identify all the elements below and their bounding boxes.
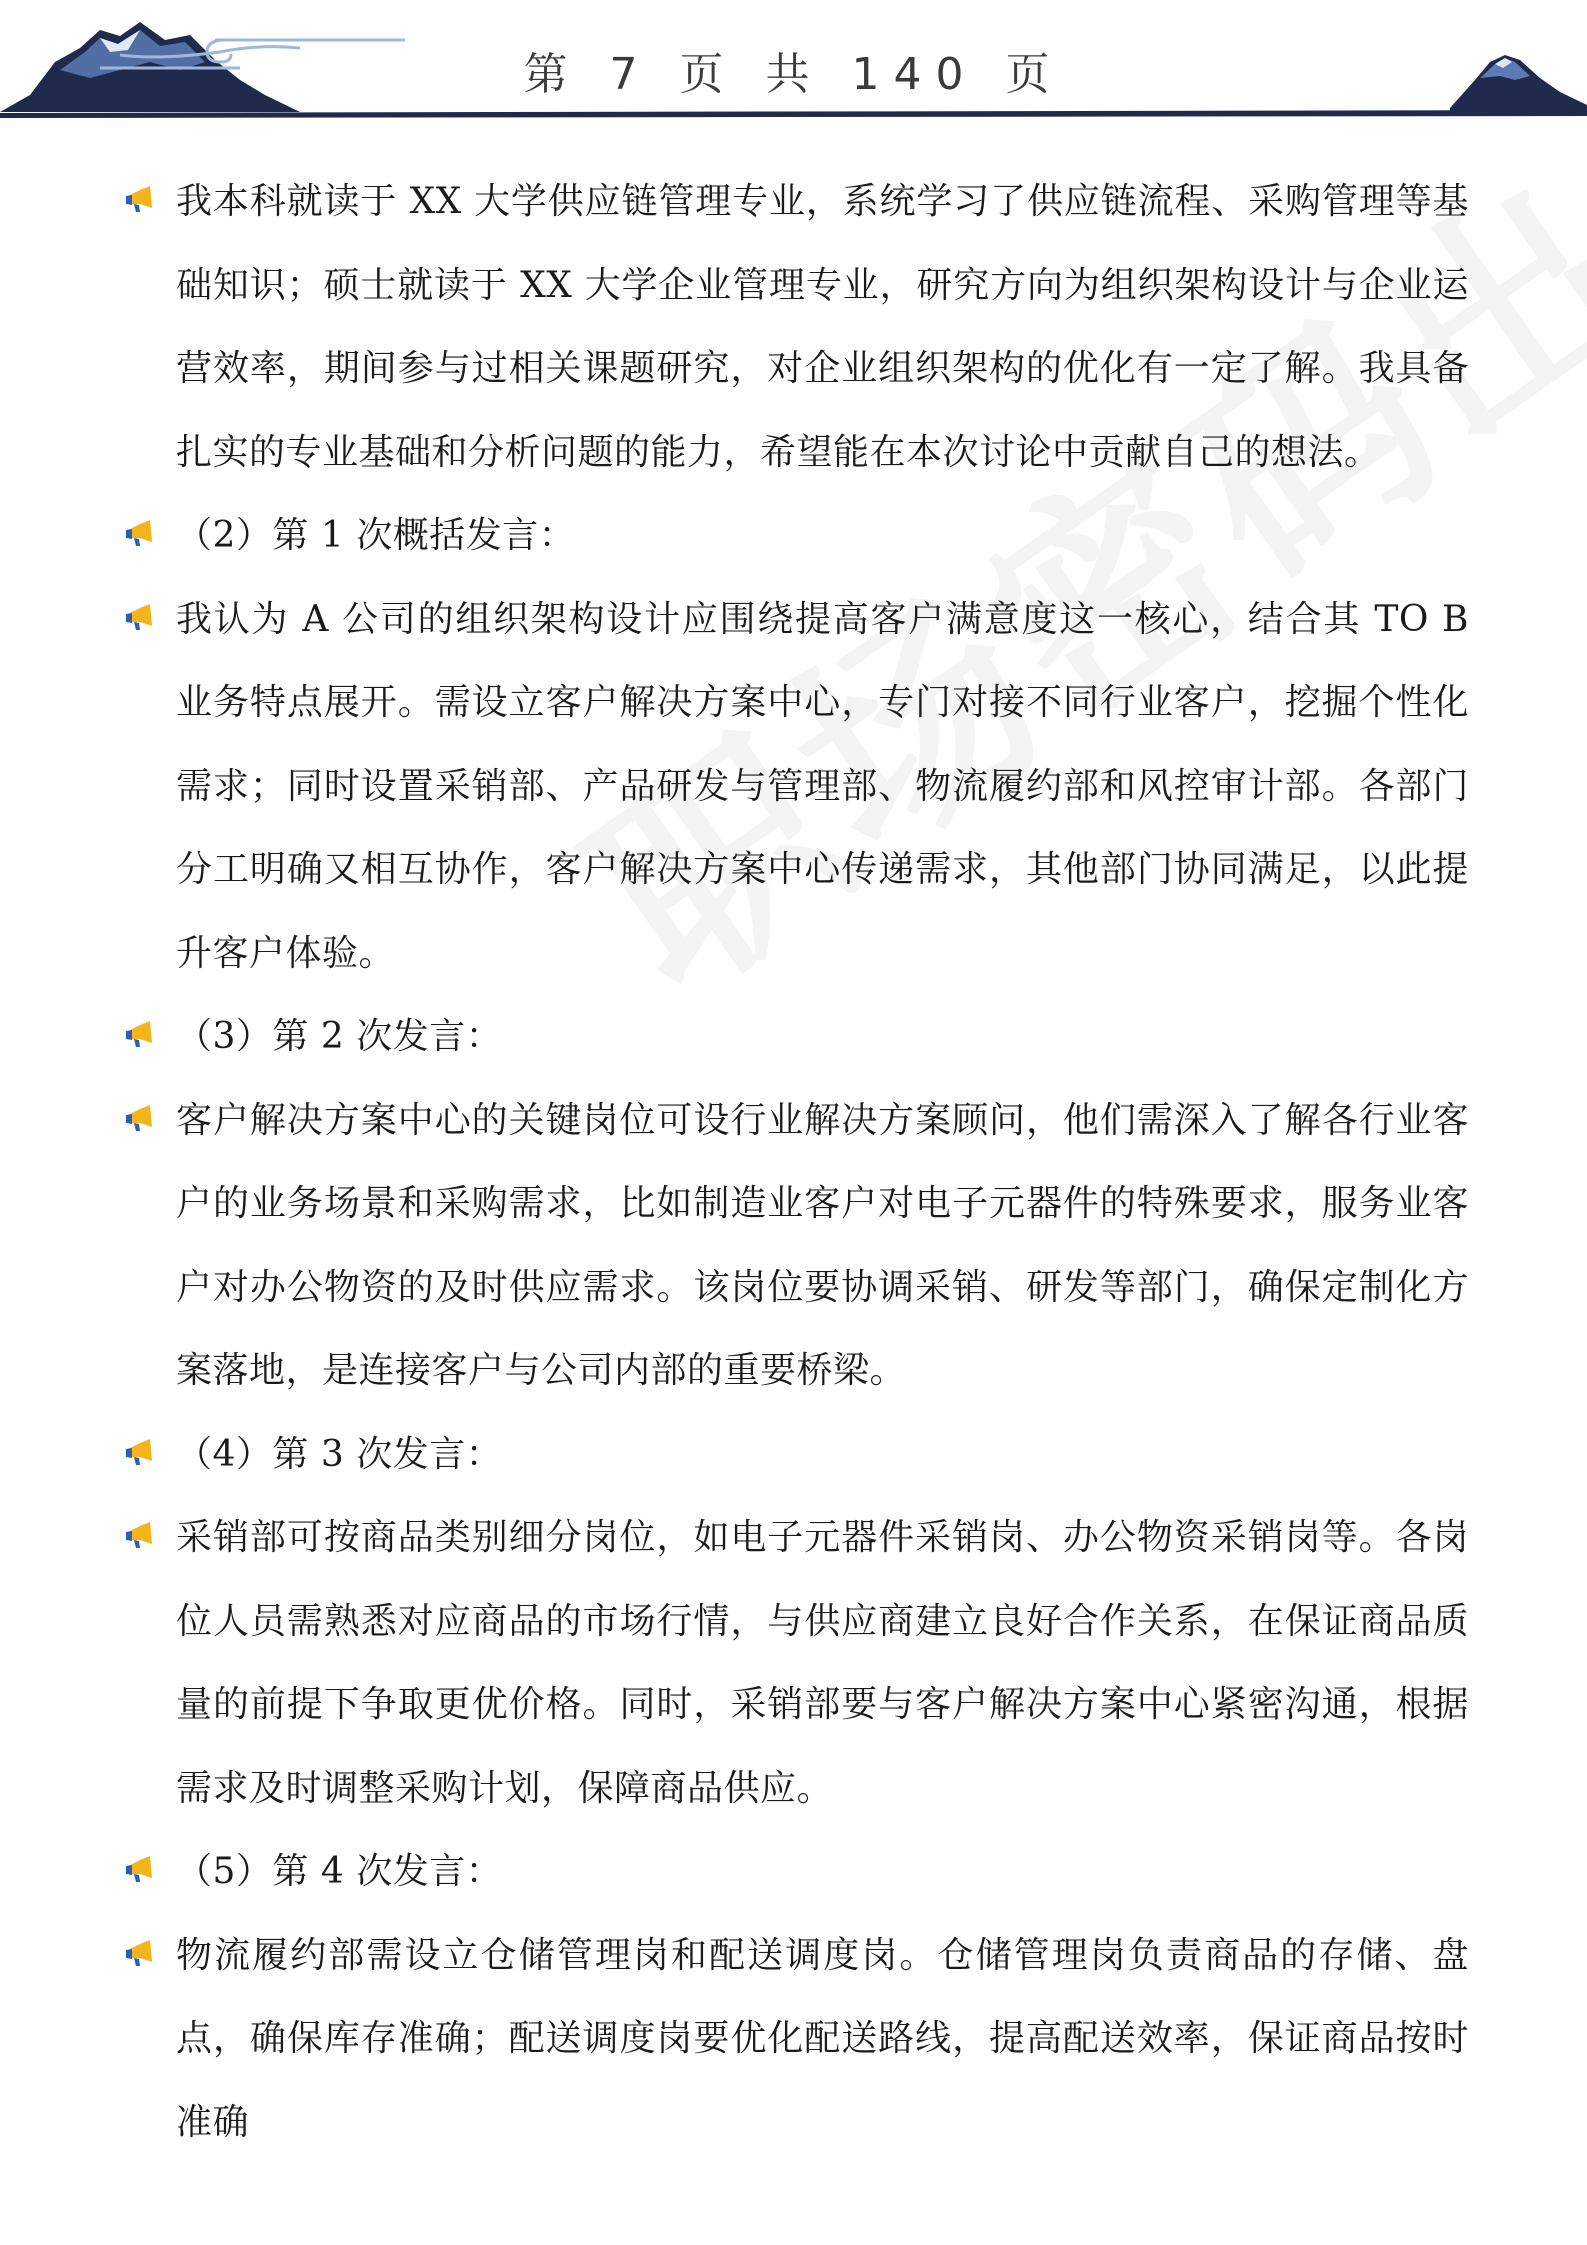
paragraph-heading-2	[176, 494, 1469, 578]
megaphone-icon	[122, 1101, 158, 1137]
paragraph-speech-2	[176, 1079, 1469, 1413]
paragraph-text: （5）第 4 次发言：	[176, 1851, 503, 1892]
megaphone-icon	[122, 600, 158, 636]
paragraph-speech-3	[176, 1496, 1469, 1830]
paragraph-text: 采销部可按商品类别细分岗位，如电子元器件采销岗、办公物资采销岗等。各岗位人员需熟悉对应商品的市场行情，与供应商建立良好合作关系，在保证商品质量的前提下争取更优价格。同时，采销部要与客户解决方案中心紧密沟通，根据需求及时调整采购计划，保障商品供应。	[176, 1517, 1469, 1809]
paragraph-heading-4	[176, 1413, 1469, 1497]
megaphone-icon	[122, 1936, 158, 1972]
page-header	[0, 0, 1587, 125]
paragraph-speech-4	[176, 1914, 1469, 2165]
paragraph-heading-3	[176, 995, 1469, 1079]
megaphone-icon	[122, 1518, 158, 1554]
page-number-indicator: 第 7 页 共 140 页	[523, 49, 1064, 100]
paragraph-text: （3）第 2 次发言：	[176, 1016, 503, 1057]
paragraph-text: 我认为 A 公司的组织架构设计应围绕提高客户满意度这一核心，结合其 TO B 业务特点展开。需设立客户解决方案中心，专门对接不同行业客户，挖掘个性化需求；同时设置采销部、产品研发与管理部、物流履约部和风控审计部。各部门分工明确又相互协作，客户解决方案中心传递需求，其他部门协同满足，以此提升客户体验。	[176, 598, 1469, 974]
paragraph-heading-5	[176, 1830, 1469, 1914]
paragraph-text: （4）第 3 次发言：	[176, 1433, 503, 1475]
paragraph-text: 客户解决方案中心的关键岗位可设行业解决方案顾问，他们需深入了解各行业客户的业务场景和采购需求，比如制造业客户对电子元器件的特殊要求，服务业客户对办公物资的及时供应需求。该岗位要协调采销、研发等部门，确保定制化方案落地，是连接客户与公司内部的重要桥梁。	[176, 1099, 1469, 1391]
paragraph-text: （2）第 1 次概括发言：	[176, 515, 576, 556]
paragraph-self-intro	[176, 160, 1469, 494]
megaphone-icon	[122, 1852, 158, 1888]
paragraph-text: 物流履约部需设立仓储管理岗和配送调度岗。仓储管理岗负责商品的存储、盘点，确保库存准确；配送调度岗要优化配送路线，提高配送效率，保证商品按时准确	[176, 1934, 1469, 2143]
megaphone-icon	[122, 1435, 158, 1471]
megaphone-icon	[122, 1017, 158, 1053]
paragraph-text: 我本科就读于 XX 大学供应链管理专业，系统学习了供应链流程、采购管理等基础知识；硕士就读于 XX 大学企业管理专业，研究方向为组织架构设计与企业运营效率，期间参与过相关课题研究，对企业组织架构的优化有一定了解。我具备扎实的专业基础和分析问题的能力，希望能在本次讨论中贡献自己的想法。	[176, 181, 1469, 473]
document-body	[0, 160, 1587, 2164]
paragraph-summary-speech	[176, 578, 1469, 996]
megaphone-icon	[122, 182, 158, 218]
megaphone-icon	[122, 516, 158, 552]
